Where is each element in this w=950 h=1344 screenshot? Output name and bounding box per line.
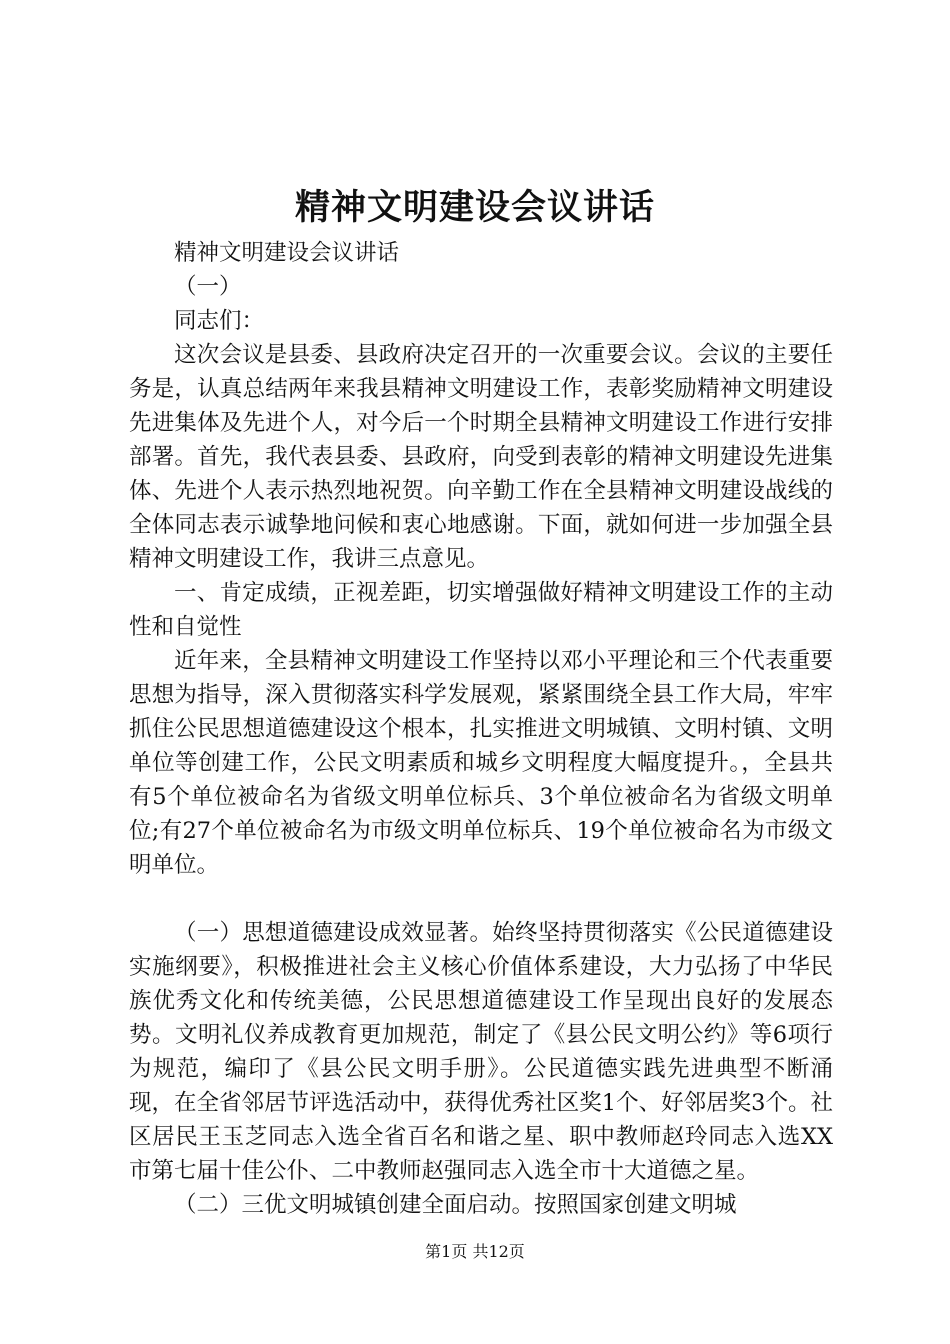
- section-heading-paragraph: 一、肯定成绩，正视差距，切实增强做好精神文明建设工作的主动性和自觉性: [129, 580, 833, 640]
- subtitle-paragraph: 精神文明建设会议讲话: [174, 240, 400, 266]
- document-title: 精神文明建设会议讲话: [294, 187, 655, 228]
- moral-construction-paragraph: （一）思想道德建设成效显著。始终坚持贯彻落实《公民道德建设实施纲要》，积极推进社会主义核心价值体系建设，大力弘扬了中华民族优秀文化和传统美德，公民思想道德建设工作呈现出良好的发展态势。文明礼仪养成教育更加规范，制定了《县公民文明公约》等6项行为规范，编印了《县公民文明手册》。公民道德实践先进典型不断涌现，在全省邻居节评选活动中，获得优秀社区奖1个、好邻居奖3个。社区居民王玉芝同志入选全省百名和谐之星、职中教师赵玲同志入选XX市第七届十佳公仆、二中教师赵强同志入选全市十大道德之星。: [129, 920, 833, 1184]
- page-footer: 第1页 共12页: [425, 1242, 525, 1261]
- intro-paragraph: 这次会议是县委、县政府决定召开的一次重要会议。会议的主要任务是，认真总结两年来我县精神文明建设工作，表彰奖励精神文明建设先进集体及先进个人，对今后一个时期全县精神文明建设工作进行安排部署。首先，我代表县委、县政府，向受到表彰的精神文明建设先进集体、先进个人表示热烈地祝贺。向辛勤工作在全县精神文明建设战线的全体同志表示诚挚地问候和衷心地感谢。下面，就如何进一步加强全县精神文明建设工作，我讲三点意见。: [129, 342, 833, 572]
- document-body: [129, 236, 833, 1222]
- achievements-paragraph: 近年来，全县精神文明建设工作坚持以邓小平理论和三个代表重要思想为指导，深入贯彻落实科学发展观，紧紧围绕全县工作大局，牢牢抓住公民思想道德建设这个根本，扎实推进文明城镇、文明村镇、文明单位等创建工作，公民文明素质和城乡文明程度大幅度提升。，全县共有5个单位被命名为省级文明单位标兵、3个单位被命名为省级文明单位;有27个单位被命名为市级文明单位标兵、19个单位被命名为市级文明单位。: [129, 648, 833, 878]
- section-number-paragraph: （一）: [174, 274, 242, 300]
- civilized-towns-paragraph: （二）三优文明城镇创建全面启动。按照国家创建文明城: [174, 1192, 737, 1218]
- salutation-paragraph: 同志们：: [174, 308, 265, 334]
